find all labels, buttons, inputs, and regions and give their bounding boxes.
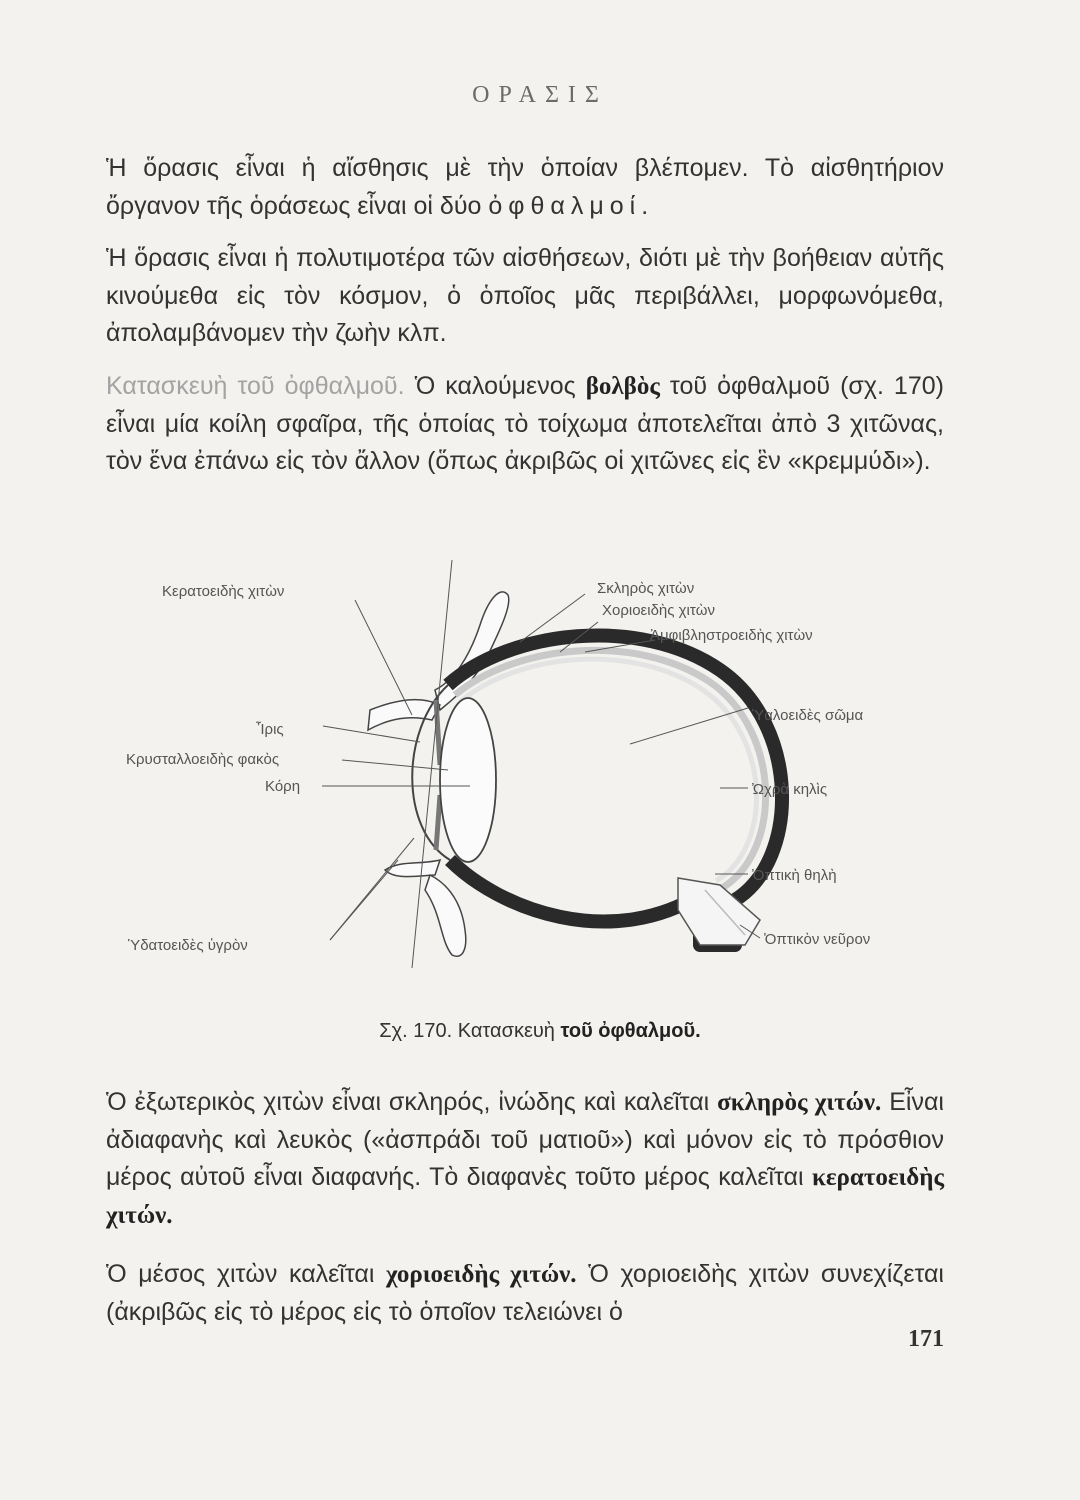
p5-text-a: Ὁ μέσος χιτὼν καλεῖται bbox=[106, 1260, 375, 1288]
crystalline-lens bbox=[440, 698, 496, 862]
p3-text-a: Ὁ καλούμενος bbox=[414, 372, 576, 400]
paragraph-choroid bbox=[106, 1256, 944, 1331]
section-heading-eye-structure: Κατασκευὴ τοῦ ὀφθαλμοῦ. bbox=[106, 372, 405, 400]
p4-text-c: Εἶναι ἀδιαφανὴς καὶ λευκὸς («ἀσπράδι τοῦ ματιοῦ») καὶ μόνον εἰς τὸ πρόσθιον μέρος αὐτοῦ εἶναι διαφανής. Τὸ διαφανὲς τοῦτο μέρος καλεῖται bbox=[106, 1088, 944, 1191]
eye-diagram bbox=[0, 560, 1080, 1000]
label-iris: Ἶρις bbox=[256, 721, 284, 738]
label-optic-disc: Ὀπτικὴ θηλὴ bbox=[752, 867, 837, 884]
label-cornea: Κερατοειδὴς χιτὼν bbox=[162, 583, 285, 600]
label-optic-nerve: Ὀπτικὸν νεῦρον bbox=[764, 931, 871, 948]
label-aqueous: Ὑδατοειδὲς ὑγρὸν bbox=[128, 937, 248, 954]
p3-text-c: τοῦ ὀφθαλμοῦ (σχ. 170) εἶναι μία κοίλη σφαῖρα, τῆς ὁποίας τὸ τοίχωμα ἀποτελεῖται ἀπὸ 3 χιτῶνας, τὸν ἕνα ἐπάνω εἰς τὸν ἄλλον (ὅπως ἀκριβῶς οἱ χιτῶνες εἰς ἓν «κρεμμύδι»). bbox=[106, 372, 944, 475]
paragraph-eye-structure bbox=[106, 368, 944, 481]
label-macula: Ὠχρὰ κηλὶς bbox=[752, 781, 828, 798]
label-lens: Κρυσταλλοειδὴς φακὸς bbox=[126, 751, 280, 768]
p4-text-a: Ὁ ἐξωτερικὸς χιτὼν εἶναι σκληρός, ἰνώδης καὶ καλεῖται bbox=[106, 1088, 710, 1116]
paragraph-sclera bbox=[106, 1084, 944, 1234]
p3-term-bulb: βολβὸς bbox=[585, 373, 660, 400]
label-pupil: Κόρη bbox=[265, 778, 301, 795]
page-heading: ΟΡΑΣΙΣ bbox=[472, 82, 608, 108]
label-vitreous: Ὑαλοειδὲς σῶμα bbox=[752, 707, 864, 724]
retina-layer bbox=[460, 659, 757, 881]
caption-number: Σχ. 170. bbox=[379, 1020, 453, 1042]
eyelid-lower bbox=[385, 860, 466, 956]
p5-term-choroid: χοριοειδὴς χιτών. bbox=[386, 1261, 577, 1288]
caption-text: Κατασκευὴ bbox=[457, 1020, 555, 1042]
label-choroid: Χοριοειδὴς χιτὼν bbox=[602, 602, 716, 619]
p1-eyes-term: ὀφθαλμοί. bbox=[488, 191, 655, 220]
page-number: 171 bbox=[908, 1326, 944, 1352]
p4-term-sclera: σκληρὸς χιτών. bbox=[717, 1089, 882, 1116]
choroid-layer bbox=[455, 650, 766, 888]
figure-caption bbox=[0, 1020, 1080, 1043]
paragraph-vision-intro bbox=[106, 150, 944, 225]
p5-text-c: Ὁ χοριοειδὴς χιτὼν συνεχίζεται (ἀκριβῶς εἰς τὸ μέρος εἰς τὸ ὁποῖον τελειώνει ὁ bbox=[106, 1260, 944, 1326]
label-retina: Ἀμφιβληστροειδὴς χιτὼν bbox=[650, 627, 813, 644]
label-sclera: Σκληρὸς χιτὼν bbox=[597, 580, 695, 597]
p4-term-cornea: κερατοειδὴς χιτών. bbox=[106, 1164, 945, 1229]
caption-text-bold: τοῦ ὀφθαλμοῦ. bbox=[560, 1020, 701, 1042]
p1-text: Ἡ ὅρασις εἶναι ἡ αἴσθησις μὲ τὴν ὁποίαν βλέπομεν. Τὸ αἰσθητήριον ὄργανον τῆς ὁράσεως εἶναι οἱ δύο bbox=[106, 154, 944, 220]
paragraph-vision-value: Ἡ ὅρασις εἶναι ἡ πολυτιμοτέρα τῶν αἰσθήσεων, διότι μὲ τὴν βοήθειαν αὐτῆς κινούμεθα εἰς τὸν κόσμον, ὁ ὁποῖος μᾶς περιβάλλει, μορφωνόμεθα, ἀπολαμβάνομεν τὴν ζωὴν κλπ. bbox=[106, 244, 944, 347]
